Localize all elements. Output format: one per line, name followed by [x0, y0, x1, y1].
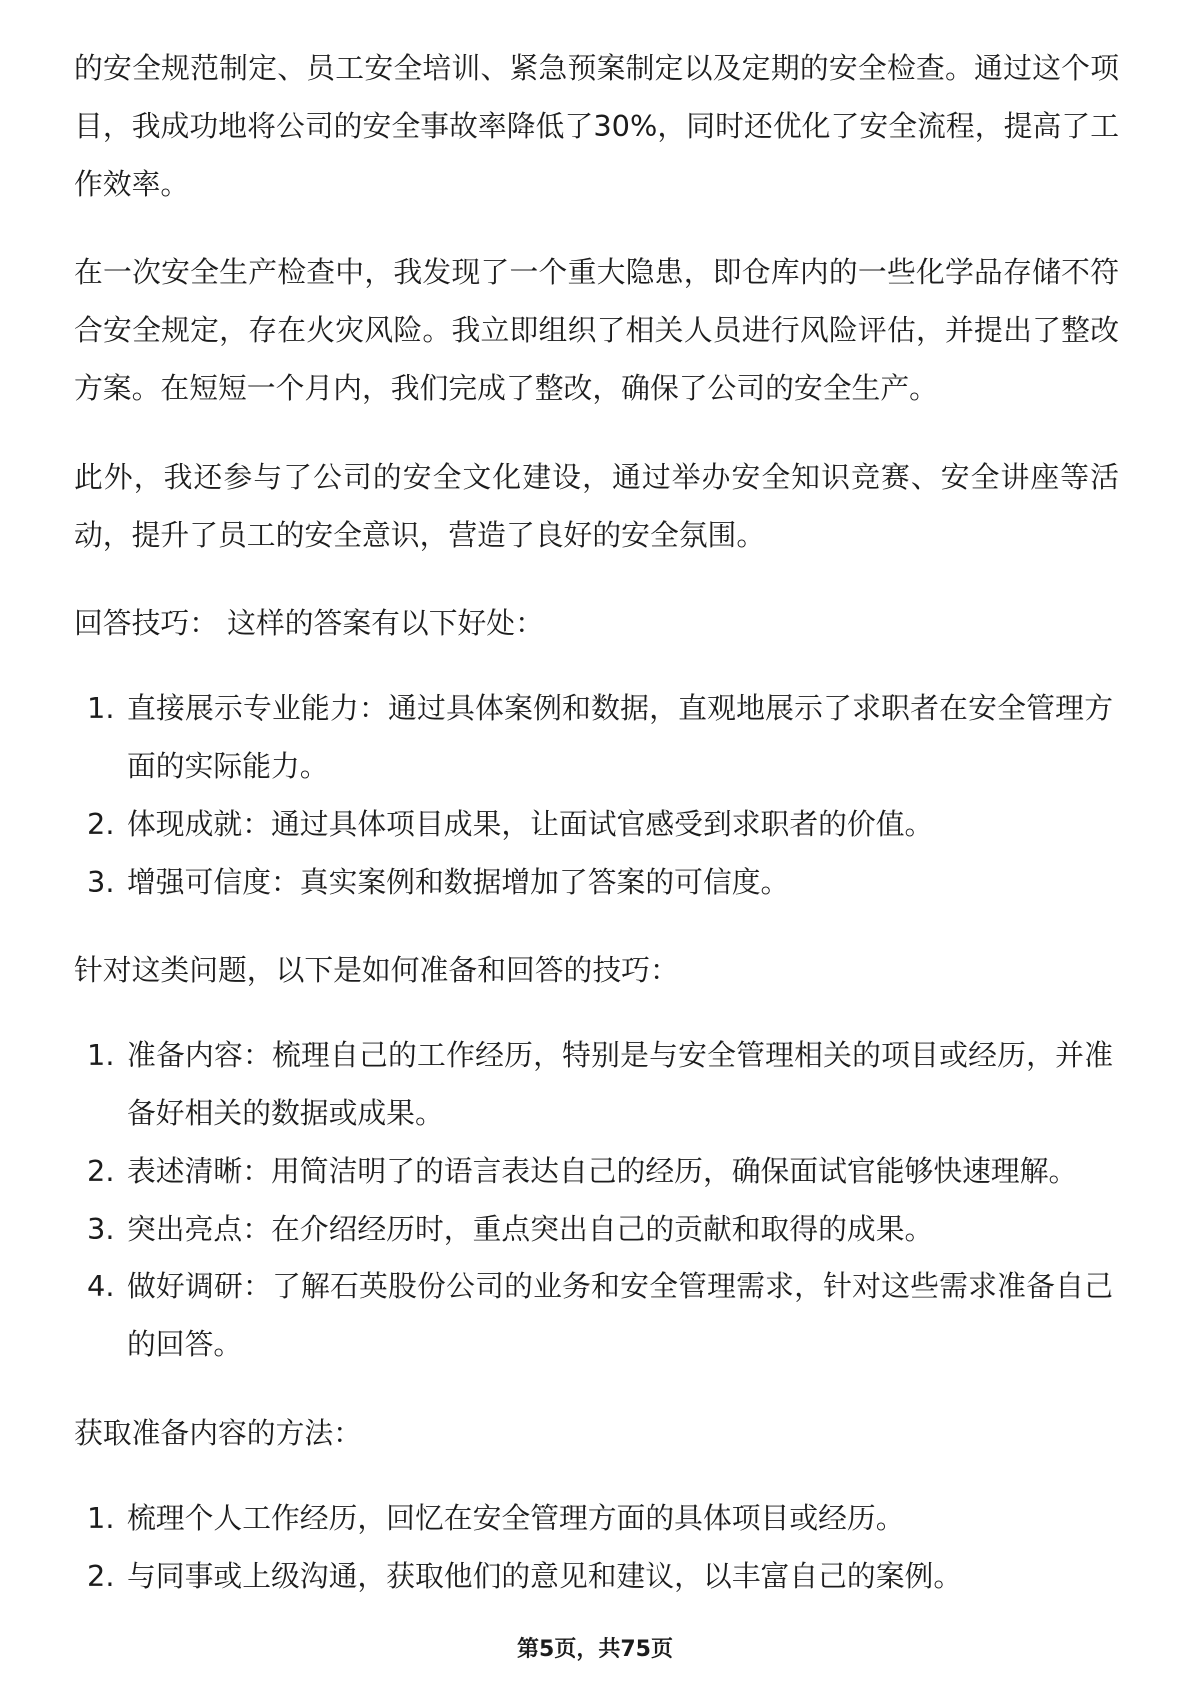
list-item-number: 2.	[87, 1153, 115, 1188]
list-item	[74, 854, 1119, 912]
paragraph-line: 合安全规定，存在火灾风险。我立即组织了相关人员进行风险评估，并提出了整改	[74, 313, 1119, 348]
page-number-footer: 第5页，共75页	[517, 1637, 673, 1662]
list-item-line: 直接展示专业能力：通过具体案例和数据，直观地展示了求职者在安全管理方	[127, 691, 1113, 726]
list-item-line: 备好相关的数据或成果。	[127, 1095, 444, 1130]
list-item-line: 与同事或上级沟通，获取他们的意见和建议，以丰富自己的案例。	[127, 1558, 963, 1593]
list-item	[74, 1143, 1119, 1201]
paragraph-hazard-inspection	[74, 244, 1119, 417]
list-item-line: 面的实际能力。	[127, 748, 329, 783]
paragraph-safety-culture	[74, 449, 1119, 565]
paragraph-line: 作效率。	[74, 166, 190, 201]
list-item-number: 3.	[87, 1211, 115, 1246]
list-item-number: 1.	[87, 1038, 115, 1073]
tips-intro-text: 回答技巧： 这样的答案有以下好处：	[74, 606, 544, 641]
paragraph-line: 此外，我还参与了公司的安全文化建设，通过举办安全知识竞赛、安全讲座等活	[74, 459, 1119, 494]
benefits-list	[74, 680, 1119, 911]
document-body	[74, 40, 1119, 1636]
paragraph-line: 方案。在短短一个月内，我们完成了整改，确保了公司的安全生产。	[74, 370, 938, 405]
list-item	[74, 1201, 1119, 1259]
methods-list	[74, 1490, 1119, 1606]
methods-intro-text: 获取准备内容的方法：	[74, 1415, 362, 1450]
list-item-line: 准备内容：梳理自己的工作经历，特别是与安全管理相关的项目或经历，并准	[127, 1038, 1113, 1073]
prep-intro-text: 针对这类问题，以下是如何准备和回答的技巧：	[74, 953, 679, 988]
prep-intro	[74, 942, 1119, 1000]
list-item-number: 4.	[87, 1269, 115, 1304]
methods-intro	[74, 1405, 1119, 1463]
list-item	[74, 1548, 1119, 1606]
prep-tips-list	[74, 1027, 1119, 1374]
list-item-number: 2.	[87, 1558, 115, 1593]
paragraph-line: 目，我成功地将公司的安全事故率降低了30%，同时还优化了安全流程，提高了工	[74, 108, 1119, 143]
list-item-number: 3.	[87, 864, 115, 899]
list-item-line: 增强可信度：真实案例和数据增加了答案的可信度。	[127, 864, 790, 899]
list-item-line: 梳理个人工作经历，回忆在安全管理方面的具体项目或经历。	[127, 1500, 905, 1535]
list-item	[74, 1490, 1119, 1548]
list-item-line: 做好调研：了解石英股份公司的业务和安全管理需求，针对这些需求准备自己	[127, 1269, 1113, 1304]
list-item-line: 表述清晰：用简洁明了的语言表达自己的经历，确保面试官能够快速理解。	[127, 1153, 1078, 1188]
list-item	[74, 680, 1119, 796]
list-item	[74, 796, 1119, 854]
list-item-line: 的回答。	[127, 1327, 243, 1362]
list-item-number: 2.	[87, 806, 115, 841]
list-item-number: 1.	[87, 1500, 115, 1535]
list-item	[74, 1027, 1119, 1143]
list-item-line: 体现成就：通过具体项目成果，让面试官感受到求职者的价值。	[127, 806, 934, 841]
paragraph-line: 的安全规范制定、员工安全培训、紧急预案制定以及定期的安全检查。通过这个项	[74, 51, 1119, 85]
list-item-line: 突出亮点：在介绍经历时，重点突出自己的贡献和取得的成果。	[127, 1211, 934, 1246]
paragraph-safety-project	[74, 40, 1119, 213]
list-item	[74, 1258, 1119, 1374]
paragraph-line: 动，提升了员工的安全意识，营造了良好的安全氛围。	[74, 517, 766, 552]
tips-intro	[74, 595, 1119, 653]
list-item-number: 1.	[87, 691, 115, 726]
paragraph-line: 在一次安全生产检查中，我发现了一个重大隐患，即仓库内的一些化学品存储不符	[74, 255, 1119, 290]
